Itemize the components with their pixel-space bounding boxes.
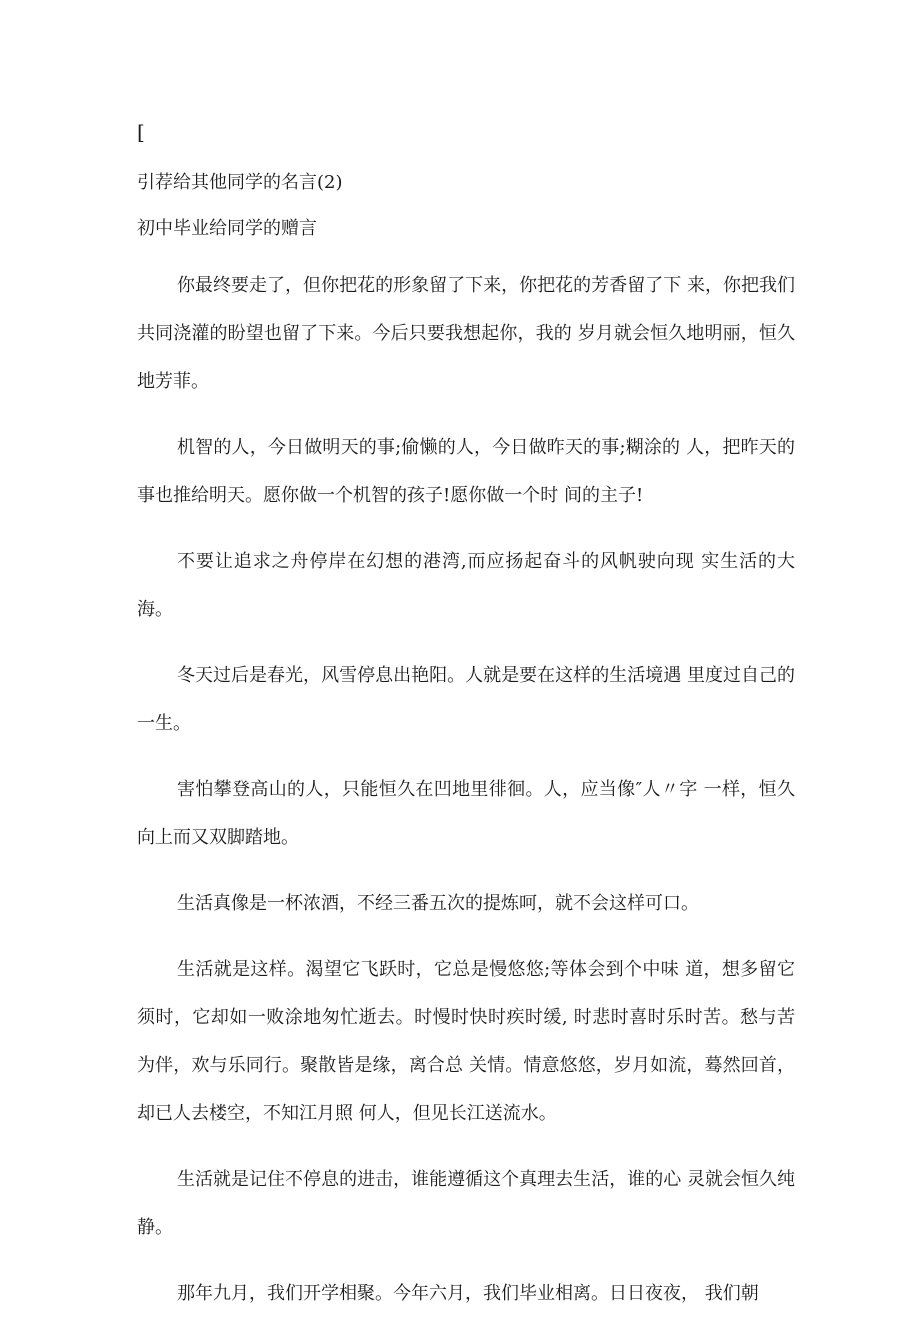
- paragraph-life-advance: 生活就是记住不停息的进击，谁能遵循这个真理去生活，谁的心 灵就会恒久纯静。: [137, 1169, 795, 1238]
- paragraph-flower-farewell: 你最终要走了，但你把花的形象留了下来，你把花的芳香留了下 来，你把我们共同浇灌的盼望也留了下来。今后只要我想起你，我的 岁月就会恒久地明丽，恒久地芳菲。: [137, 275, 795, 392]
- paragraph-life-wine: 生活真像是一杯浓酒，不经三番五次的提炼呵，就不会这样可口。: [177, 893, 699, 914]
- paragraph-pursuit-boat: 不要让追求之舟停岸在幻想的港湾,而应扬起奋斗的风帆驶向现 实生活的大海。: [137, 551, 795, 620]
- paragraph-climb-mountain: 害怕攀登高山的人，只能恒久在凹地里徘徊。人，应当像″人〃字 一样，恒久向上而又双脚踏地。: [137, 779, 795, 848]
- paragraph-winter-spring: 冬天过后是春光，风雪停息出艳阳。人就是要在这样的生活境遇 里度过自己的一生。: [137, 665, 795, 734]
- document-subtitle: 初中毕业给同学的赠言: [137, 218, 317, 239]
- opening-bracket: [: [137, 120, 145, 144]
- paragraph-september-june: 那年九月，我们开学相聚。今年六月，我们毕业相离。日日夜夜， 我们朝: [177, 1283, 759, 1304]
- document-title: 引荐给其他同学的名言(2): [137, 172, 343, 193]
- paragraph-wise-person: 机智的人，今日做明天的事;偷懒的人，今日做昨天的事;糊涂的 人，把昨天的事也推给明天。愿你做一个机智的孩子!愿你做一个时 间的主子!: [137, 437, 795, 506]
- paragraph-life-pace: 生活就是这样。渴望它飞跃时，它总是慢悠悠;等体会到个中味 道，想多留它须时，它却如一败涂地匆忙逝去。时慢时快时疾时缓, 时悲时喜时乐时苦。愁与苦为伴，欢与乐同行。聚散皆是缘，离合总 关情。情意悠悠，岁月如流，蓦然回首，却已人去楼空，不知江月照 何人，但见长江送流水。: [137, 959, 795, 1124]
- body-text: [137, 262, 795, 1336]
